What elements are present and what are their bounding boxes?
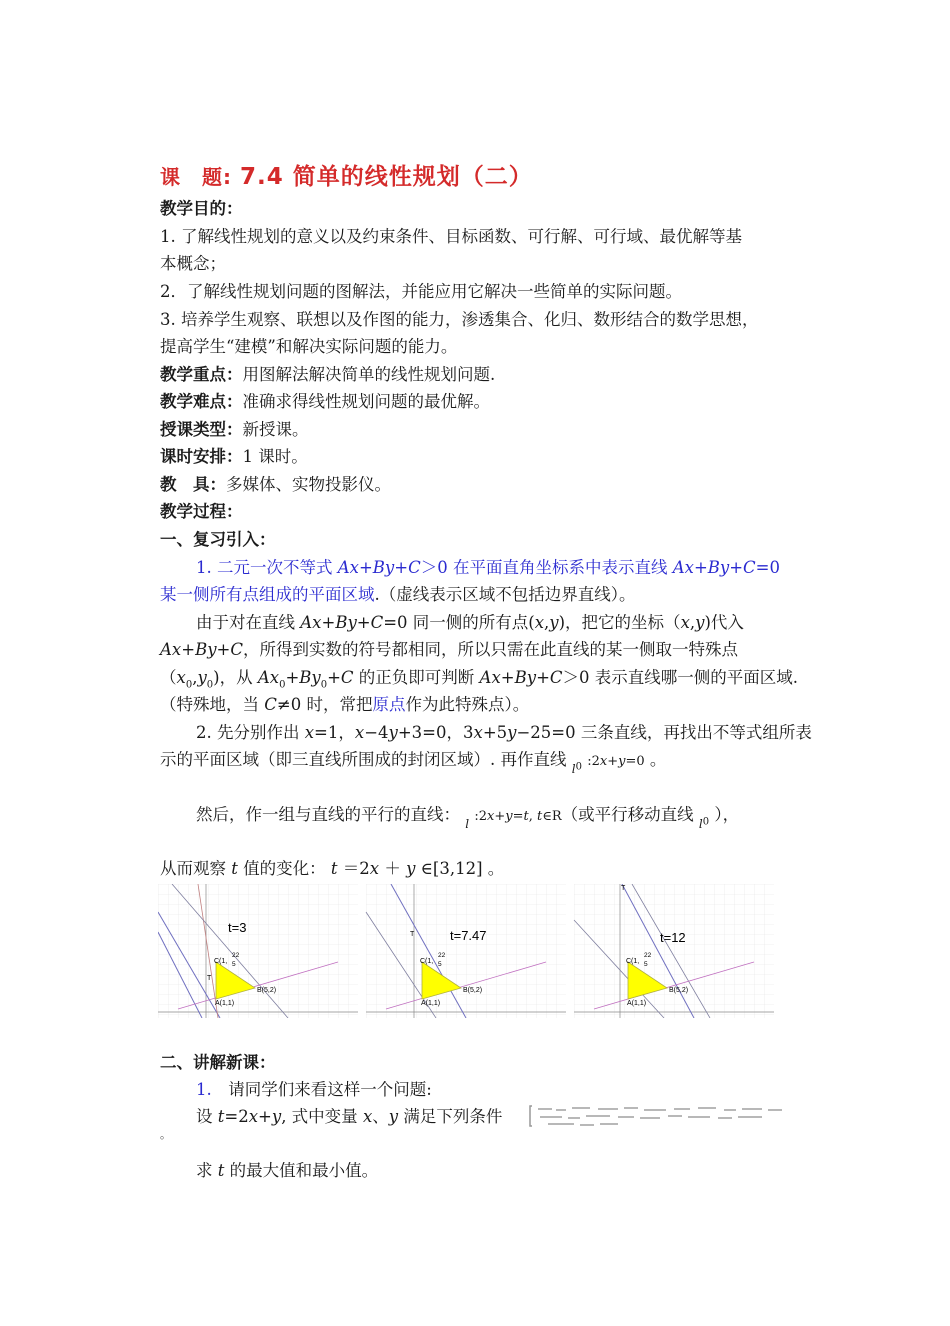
graph-panel-1: [158, 884, 358, 1018]
hours-text: 1 课时。: [242, 447, 308, 466]
tools: [160, 474, 391, 496]
point-b-label: B(5,2): [463, 987, 483, 994]
review-paragraph: 由于对在直线 Ax+By+C=0 同一侧的所有点(x,y)，把它的坐标（x,y)代入: [196, 613, 744, 632]
goal-line: 1. 了解线性规划的意义以及约束条件、目标函数、可行解、可行域、最优解等基: [160, 227, 742, 246]
difficulty-text: 准确求得线性规划问题的最优解。: [242, 392, 490, 411]
point-c-label: C(1,: [626, 958, 640, 965]
key-point: [160, 364, 495, 386]
goal-line: 3. 培养学生观察、联想以及作图的能力，渗透集合、化归、数形结合的数学思想，: [160, 310, 759, 329]
hours: [160, 446, 308, 468]
hours-label: 课时安排：: [160, 447, 243, 466]
point-a-label: A(1,1): [421, 1000, 441, 1007]
tools-text: 多媒体、实物投影仪。: [226, 475, 391, 494]
period-mark: 。: [160, 1128, 171, 1141]
ask-text: 的最大值和最小值。: [229, 1161, 379, 1180]
point-c-label: C(1,: [420, 958, 434, 965]
problem-intro-text: 请同学们来看这样一个问题:: [228, 1080, 432, 1099]
interval: [3,12]: [432, 859, 483, 878]
title-text: 7.4 简单的线性规划（二）: [239, 164, 533, 190]
goal-line: 提高学生“建模”和解决实际问题的能力。: [160, 337, 458, 356]
problem-setup: 设 t=2x+y, 式中变量 x、y 满足下列条件: [196, 1107, 503, 1126]
goal-line: 本概念；: [160, 254, 226, 273]
lesson-type: [160, 419, 309, 441]
fraction-numerator: 22: [438, 952, 446, 959]
tools-label: 教 具：: [160, 475, 226, 494]
parallel-lines-text: 然后，作一组与直线的平行的直线： l :2x+y=t, t∈R（或平行移动直线 $l_0$ ），: [196, 805, 740, 831]
review-point-1: 1. 二元一次不等式 Ax+By+C＞0 在平面直角坐标系中表示直线 Ax+By+C=0: [196, 558, 780, 577]
process-heading: 教学过程：: [160, 502, 243, 521]
axis-label: T: [410, 931, 415, 938]
lesson-type-text: 新授课。: [242, 420, 309, 439]
point-c-label: C(1,: [214, 958, 228, 965]
point-a-label: A(1,1): [215, 1000, 235, 1007]
key-point-text: 用图解法解决简单的线性规划问题.: [242, 365, 496, 384]
fraction-denominator: 5: [438, 961, 442, 968]
review-paragraph: $(x_0,y_0)$，从 $Ax_0+By_0+C$ 的正负即可判断 Ax+By+C＞0 表示直线哪一侧的平面区域.: [160, 668, 799, 691]
t-value-label: t=7.47: [450, 928, 487, 943]
difficulty-label: 教学难点：: [160, 392, 243, 411]
title-label: 课 题:: [160, 165, 232, 189]
observe-line: 从而观察 t 值的变化： t ＝2x ＋ y ∈[3,12] 。: [160, 859, 505, 878]
difficulty: [160, 391, 490, 413]
lesson-title: [160, 158, 533, 191]
graph-strip: [158, 884, 790, 1018]
section-heading: 一、复习引入：: [160, 530, 276, 549]
fraction-denominator: 5: [644, 961, 648, 968]
fraction-numerator: 22: [644, 952, 652, 959]
graph-panel-2: [366, 884, 566, 1018]
ask-line: 求 t 的最大值和最小值。: [196, 1161, 379, 1180]
review-point-2: 2. 先分别作出 x=1，x−4y+3=0，3x+5y−25=0 三条直线，再找出不等式组所表: [196, 723, 812, 742]
lesson-type-label: 授课类型：: [160, 420, 243, 439]
key-point-label: 教学重点：: [160, 365, 243, 384]
t-value-label: t=12: [660, 930, 686, 945]
constraint-system-image: [528, 1104, 786, 1128]
review-paragraph: Ax+By+C，所得到实数的符号都相同，所以只需在此直线的某一侧取一特殊点: [160, 640, 738, 659]
fraction-numerator: 22: [232, 952, 240, 959]
point-b-label: B(5,2): [669, 987, 689, 994]
axis-label: T: [621, 885, 626, 892]
problem-intro: 1. 请同学们来看这样一个问题:: [196, 1080, 432, 1099]
t-value-label: t=3: [228, 920, 247, 935]
observe-text: 从而观察: [160, 859, 226, 878]
section-heading: 二、讲解新课：: [160, 1053, 276, 1072]
graph-panel-3: [574, 884, 774, 1018]
review-paragraph: （特殊地，当 C≠0 时，常把原点作为此特殊点）。: [160, 695, 530, 714]
fraction-denominator: 5: [232, 961, 236, 968]
review-point-1-cont: 某一侧所有点组成的平面区域.（虚线表示区域不包括边界直线）。: [160, 585, 636, 604]
review-point-2-cont: 示的平面区域（即三直线所围成的封闭区域）. 再作直线 $l_0$ :2x+y=0 。: [160, 750, 667, 776]
point-a-label: A(1,1): [627, 1000, 647, 1007]
point-b-label: B(5,2): [257, 987, 277, 994]
goals-heading: 教学目的：: [160, 199, 243, 218]
axis-label: T: [207, 975, 212, 982]
observe-text-2: 值的变化：: [243, 859, 326, 878]
goal-line: 2．了解线性规划问题的图解法，并能应用它解决一些简单的实际问题。: [160, 282, 682, 301]
